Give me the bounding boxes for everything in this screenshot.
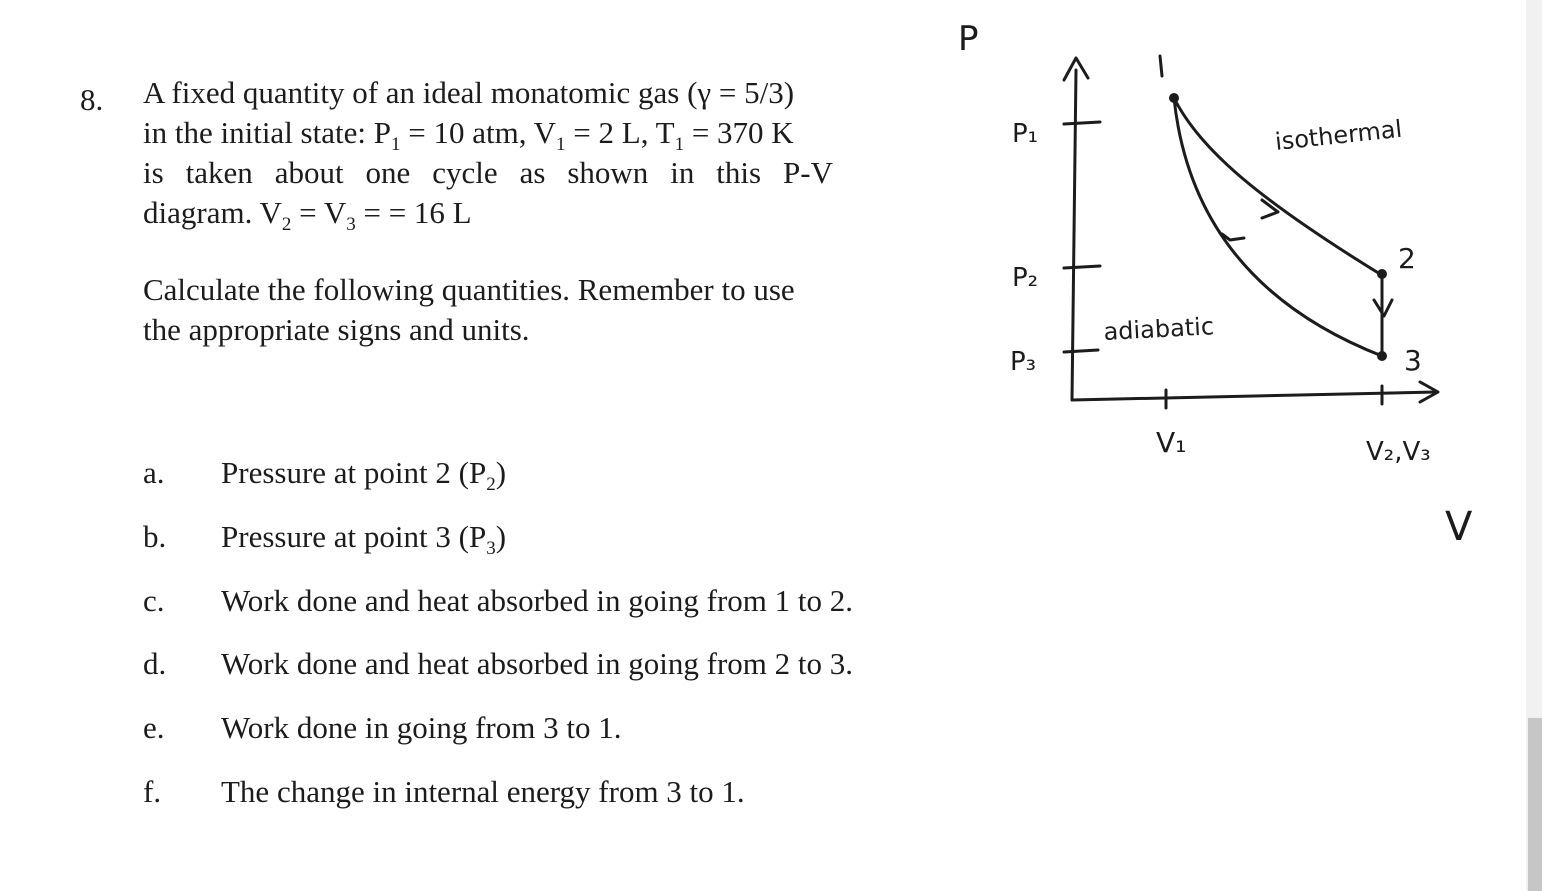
adiabatic-label: adiabatic — [1102, 312, 1215, 346]
tick-p3 — [1064, 350, 1098, 352]
question-letter: d. — [143, 646, 167, 681]
scrollbar-thumb[interactable] — [1528, 718, 1542, 891]
isothermal-label: isothermal — [1273, 114, 1404, 156]
point-1-label-stroke — [1160, 56, 1162, 76]
question-text: Work done and heat absorbed in going from 1 to 2. — [221, 583, 854, 618]
question-letter: f. — [143, 774, 162, 809]
statement-line-4: diagram. $V_2 = V_3$ = = 16 L — [143, 195, 472, 235]
question-letter: c. — [143, 583, 165, 618]
axis-label-p: P — [958, 19, 979, 59]
question-letter: a. — [143, 455, 165, 490]
tick-label-p3: P₃ — [1010, 347, 1037, 377]
tick-p1 — [1064, 122, 1100, 124]
question-text: Pressure at point 2 $(P_2)$ — [221, 455, 507, 495]
point-2-label: 2 — [1398, 242, 1416, 275]
point-1-label: 1 — [1160, 82, 1161, 83]
question-letter: e. — [143, 710, 165, 745]
point-1-dot — [1169, 93, 1179, 103]
tick-p2 — [1064, 266, 1100, 268]
point-3-label: 3 — [1404, 344, 1422, 377]
tick-label-v1: V₁ — [1156, 426, 1187, 459]
question-text: Pressure at point 3 $(P_3)$ — [221, 519, 507, 559]
question-letter: b. — [143, 519, 167, 554]
statement-line-3: is taken about one cycle as shown in this P-V — [143, 155, 833, 190]
axis-label-v: V — [1445, 504, 1473, 550]
question-text: The change in internal energy from 3 to 1. — [221, 774, 745, 809]
instructions-line-2: the appropriate signs and units. — [143, 312, 530, 347]
point-2-dot — [1377, 269, 1387, 279]
point-3-dot — [1377, 351, 1387, 361]
statement-line-1: A fixed quantity of an ideal monatomic gas (γ = 5/3) — [143, 75, 795, 110]
tick-label-p2: P₂ — [1012, 263, 1039, 293]
problem-number: 8. — [80, 82, 104, 117]
tick-label-v23: V₂,V₃ — [1366, 437, 1431, 467]
instructions-line-1: Calculate the following quantities. Remember to use — [143, 272, 795, 307]
question-text: Work done and heat absorbed in going from 2 to 3. — [221, 646, 854, 681]
tick-label-p1: P₁ — [1012, 119, 1039, 149]
statement-line-2: in the initial state: $P_1 = 10$ atm, $V_1 = 2$ L, $T_1 = 370$ K — [143, 115, 794, 155]
question-text: Work done in going from 3 to 1. — [221, 710, 622, 745]
